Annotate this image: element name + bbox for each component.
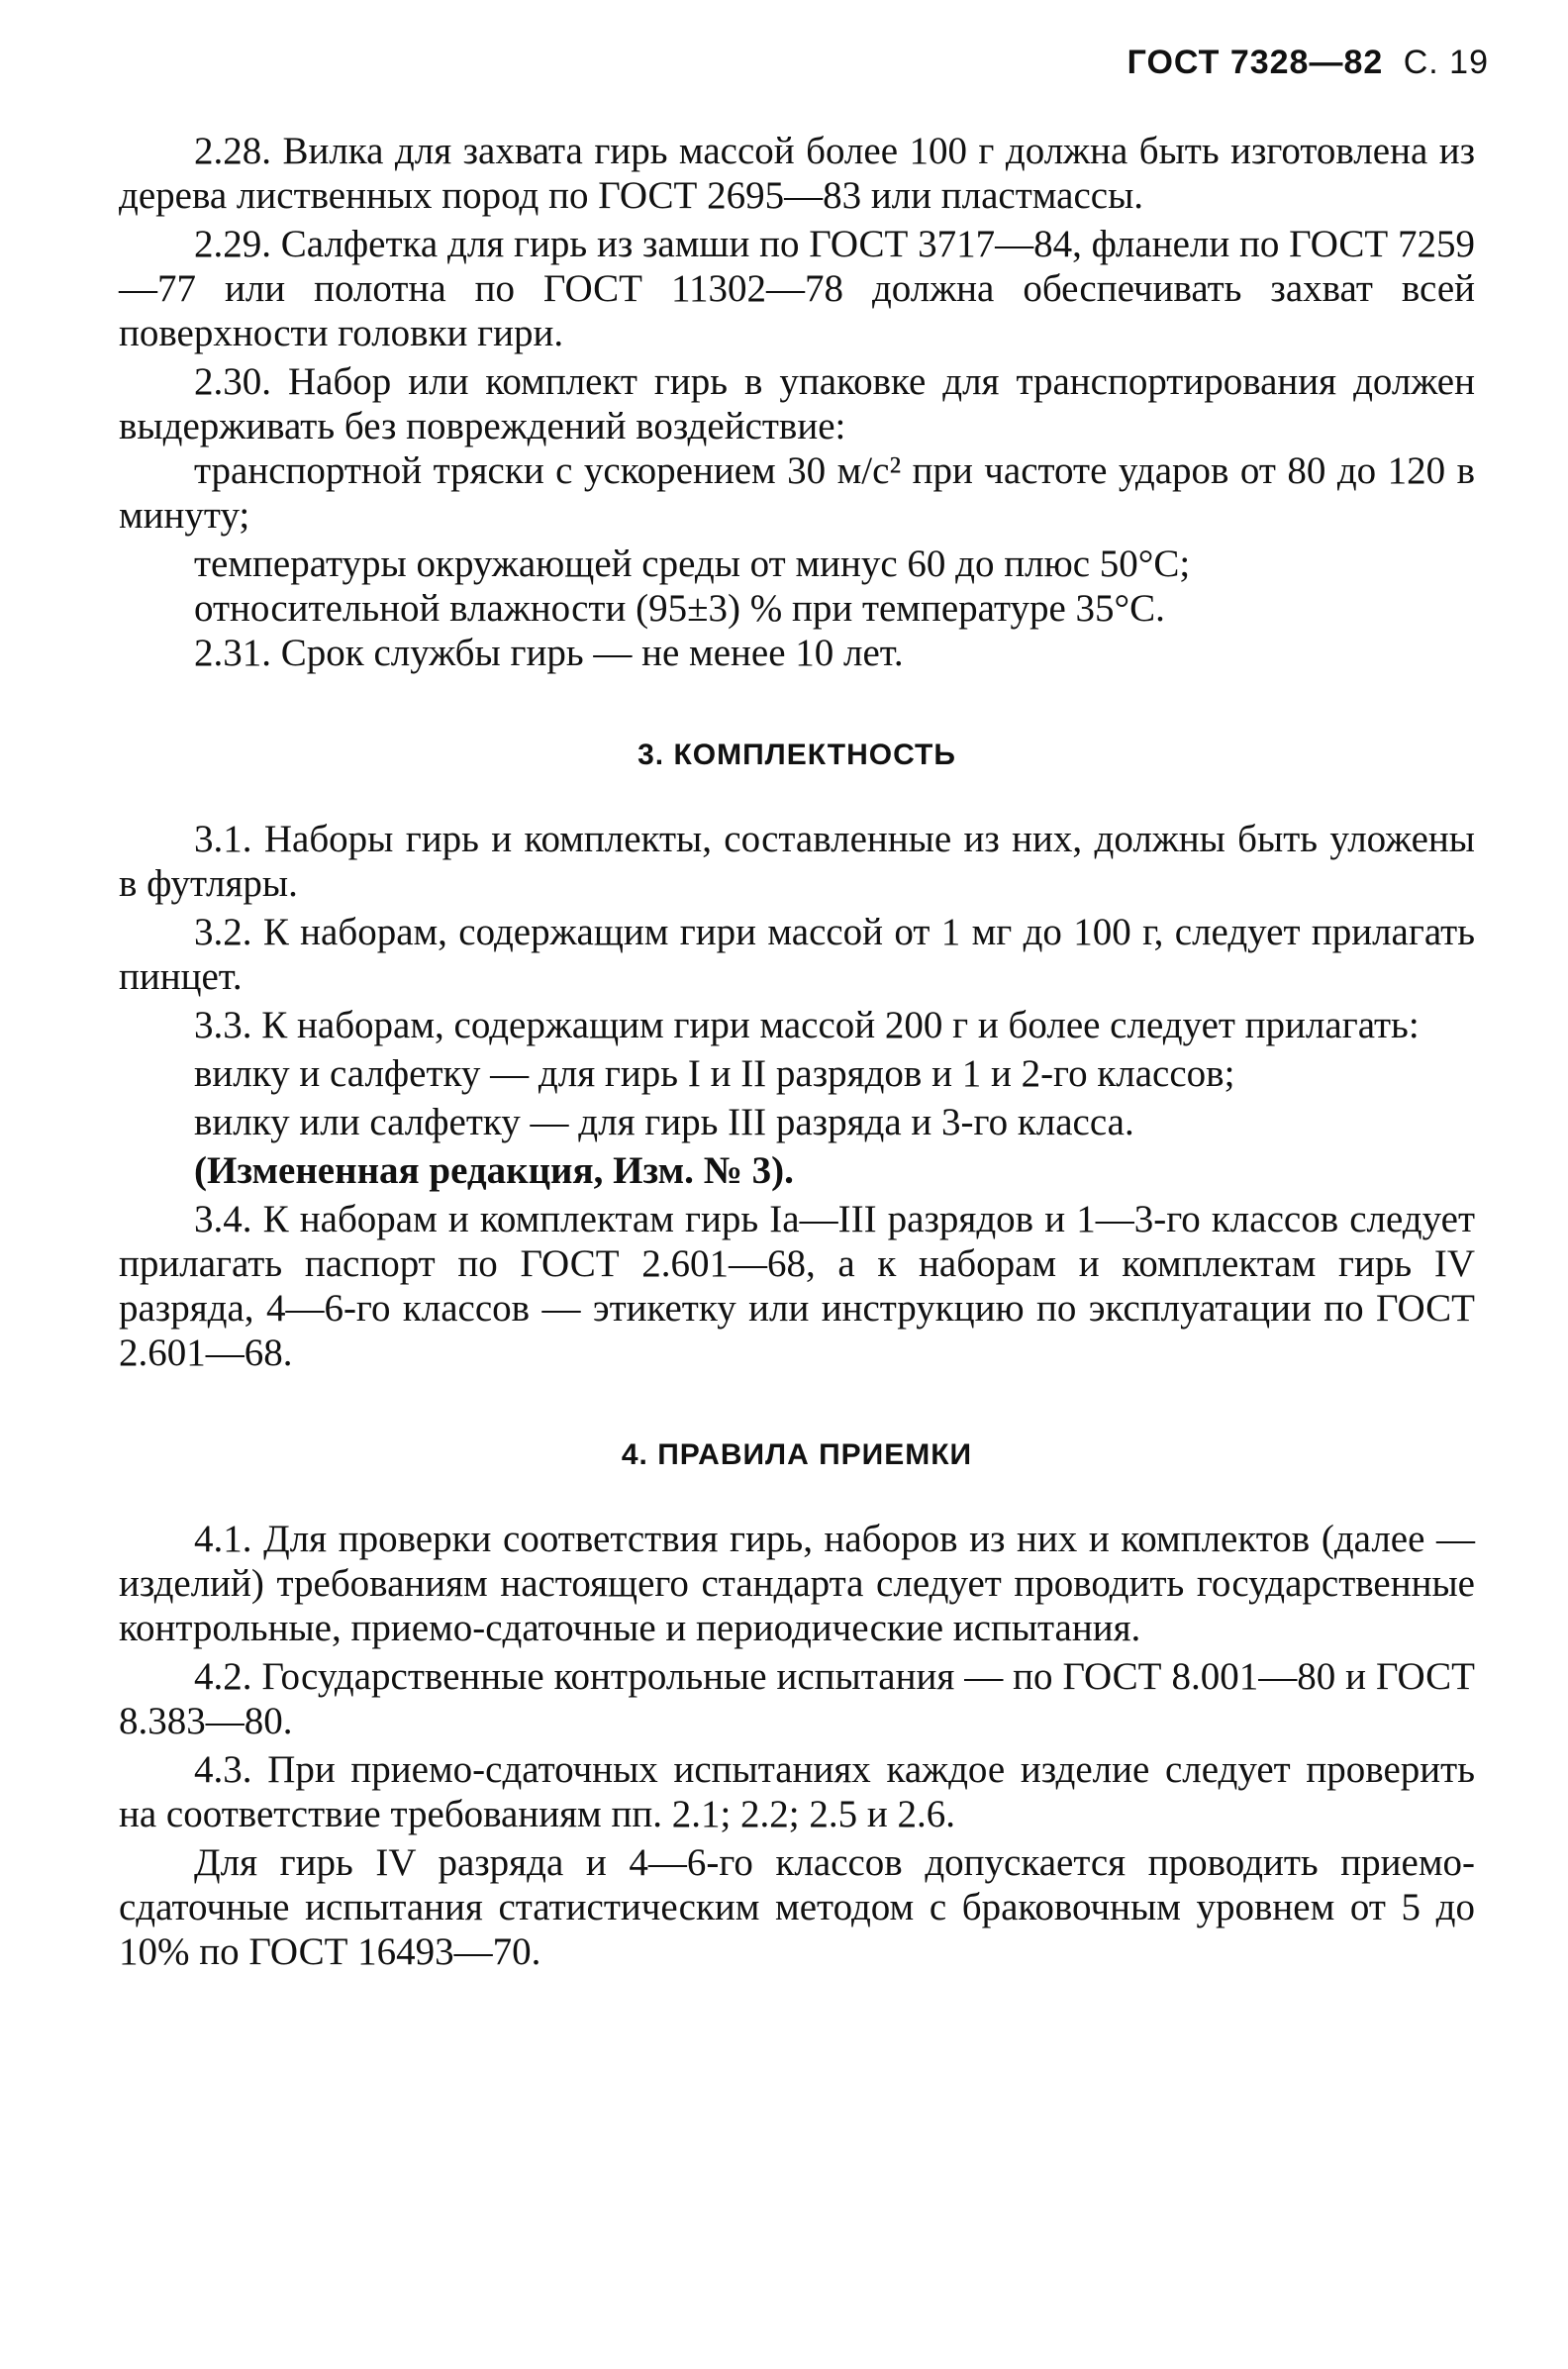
paragraph-2-28: 2.28. Вилка для захвата гирь массой более 100 г должна быть изготовлена из дерева лиственных пород по ГОСТ 2695—83 или пластмассы.	[119, 130, 1475, 217]
paragraph-3-3: 3.3. К наборам, содержащим гири массой 200 г и более следует прилагать:	[194, 1004, 1420, 1046]
document-body	[119, 129, 1475, 1974]
paragraph-2-31: 2.31. Срок службы гирь — не менее 10 лет.	[194, 632, 904, 674]
paragraph-2-30: 2.30. Набор или комплект гирь в упаковке для транспортирования должен выдерживать без повреждений воздействие:	[119, 360, 1475, 447]
section-title-acceptance-rules: 4. ПРАВИЛА ПРИЕМКИ	[621, 1438, 973, 1471]
page-number: С. 19	[1403, 44, 1489, 81]
paragraph-3-2: 3.2. К наборам, содержащим гири массой от 1 мг до 100 г, следует прилагать пинцет.	[119, 911, 1475, 998]
paragraph-4-2: 4.2. Государственные контрольные испытания — по ГОСТ 8.001—80 и ГОСТ 8.383—80.	[119, 1655, 1475, 1742]
standard-number: ГОСТ 7328—82	[1127, 44, 1384, 81]
paragraph-3-4: 3.4. К наборам и комплектам гирь Iа—III разрядов и 1—3-го классов следует прилагать паспорт по ГОСТ 2.601—68, а к наборам и комплектам гирь IV разряда, 4—6-го классов — этикетку или инструкцию по эксплуатации по ГОСТ 2.601—68.	[119, 1198, 1475, 1374]
paragraph-4-3: 4.3. При приемо-сдаточных испытаниях каждое изделие следует проверить на соответствие требованиям пп. 2.1; 2.2; 2.5 и 2.6.	[119, 1748, 1475, 1835]
page-header	[1127, 44, 1489, 82]
paragraph-2-30-item-vibration: транспортной тряски с ускорением 30 м/с² при частоте ударов от 80 до 120 в минуту;	[119, 449, 1475, 537]
paragraph-3-1: 3.1. Наборы гирь и комплекты, составленные из них, должны быть уложены в футляры.	[119, 818, 1475, 905]
paragraph-2-29: 2.29. Салфетка для гирь из замши по ГОСТ 3717—84, фланели по ГОСТ 7259—77 или полотна по ГОСТ 11302—78 должна обеспечивать захват всей поверхности головки гири.	[119, 223, 1475, 354]
section-title-completeness: 3. КОМПЛЕКТНОСТЬ	[637, 739, 956, 771]
amendment-note: (Измененная редакция, Изм. № 3).	[194, 1149, 794, 1192]
paragraph-3-3-item-fork-napkin: вилку и салфетку — для гирь I и II разрядов и 1 и 2-го классов;	[194, 1052, 1235, 1095]
paragraph-4-1: 4.1. Для проверки соответствия гирь, наборов из них и комплектов (далее — изделий) требованиям настоящего стандарта следует проводить государственные контрольные, приемо-сдаточные и периодические испытания.	[119, 1518, 1475, 1649]
paragraph-2-30-item-temperature: температуры окружающей среды от минус 60 до плюс 50°С;	[194, 543, 1191, 585]
paragraph-4-3-statistical-method: Для гирь IV разряда и 4—6-го классов допускается проводить приемо-сдаточные испытания статистическим методом с браковочным уровнем от 5 до 10% по ГОСТ 16493—70.	[119, 1841, 1475, 1973]
paragraph-3-3-item-fork-or-napkin: вилку или салфетку — для гирь III разряда и 3-го класса.	[194, 1101, 1134, 1143]
paragraph-2-30-item-humidity: относительной влажности (95±3) % при температуре 35°С.	[194, 587, 1165, 630]
